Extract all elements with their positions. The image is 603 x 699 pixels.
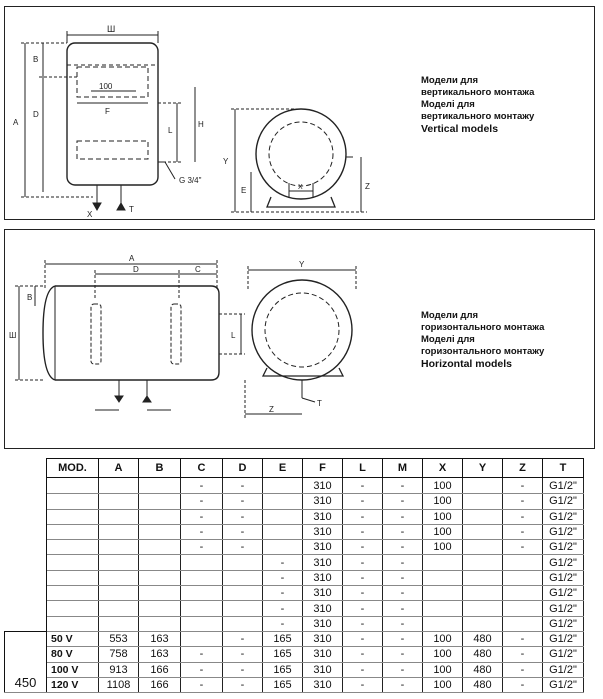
series-label — [5, 601, 47, 616]
table-cell — [99, 570, 139, 585]
column-header: M — [383, 459, 423, 478]
table-cell: 310 — [303, 555, 343, 570]
table-cell — [181, 616, 223, 631]
table-cell — [99, 586, 139, 601]
table-cell: 100 — [423, 524, 463, 539]
table-cell — [99, 524, 139, 539]
table-cell: G1/2" — [543, 616, 584, 631]
table-cell — [423, 586, 463, 601]
table-cell: G1/2" — [543, 509, 584, 524]
table-cell: - — [223, 494, 263, 509]
table-row — [5, 570, 584, 585]
series-label: 450 — [5, 631, 47, 692]
dim-label: A — [129, 254, 135, 263]
table-cell — [463, 586, 503, 601]
table-cell: - — [223, 478, 263, 494]
table-cell: - — [503, 677, 543, 692]
table-cell: 1108 — [99, 677, 139, 692]
table-body — [5, 478, 584, 693]
table-cell — [463, 524, 503, 539]
table-cell — [223, 586, 263, 601]
table-cell — [99, 616, 139, 631]
vertical-models-panel — [4, 6, 595, 220]
table-cell: 163 — [139, 647, 181, 662]
table-row — [5, 524, 584, 539]
table-cell: 310 — [303, 509, 343, 524]
table-cell: 100 — [423, 662, 463, 677]
dim-label: D — [33, 110, 39, 119]
table-cell: 165 — [263, 647, 303, 662]
table-cell — [139, 570, 181, 585]
table-cell: G1/2" — [543, 631, 584, 646]
dim-label: A — [13, 118, 19, 127]
table-cell: - — [383, 555, 423, 570]
table-cell: 165 — [263, 662, 303, 677]
model-name-cell: 50 V — [47, 631, 99, 646]
table-cell: 310 — [303, 586, 343, 601]
table-cell — [181, 601, 223, 616]
table-cell: - — [343, 540, 383, 555]
table-cell: - — [383, 631, 423, 646]
column-header: D — [223, 459, 263, 478]
table-cell: - — [181, 540, 223, 555]
table-cell: G1/2" — [543, 478, 584, 494]
table-cell — [99, 555, 139, 570]
table-cell: 553 — [99, 631, 139, 646]
dim-label: Z — [269, 405, 274, 414]
column-header: T — [543, 459, 584, 478]
model-name-cell — [47, 540, 99, 555]
table-cell: 913 — [99, 662, 139, 677]
table-cell — [99, 509, 139, 524]
dim-label: B — [27, 293, 33, 302]
dim-label: 100 — [99, 82, 113, 91]
caption-line: вертикального монтажу — [421, 111, 535, 122]
model-name-cell — [47, 616, 99, 631]
table-cell — [139, 555, 181, 570]
table-cell: G1/2" — [543, 494, 584, 509]
table-cell: - — [383, 478, 423, 494]
table-cell: 310 — [303, 524, 343, 539]
table-cell: 100 — [423, 478, 463, 494]
caption-line: Моделі для — [421, 334, 475, 345]
table-cell — [223, 570, 263, 585]
table-cell: G1/2" — [543, 647, 584, 662]
table-cell: 100 — [423, 677, 463, 692]
table-cell — [463, 555, 503, 570]
model-name-cell — [47, 601, 99, 616]
table-cell: - — [223, 647, 263, 662]
table-cell: - — [343, 631, 383, 646]
table-cell — [463, 509, 503, 524]
table-row — [5, 677, 584, 692]
table-cell: - — [223, 677, 263, 692]
table-cell: - — [343, 555, 383, 570]
caption-line: вертикального монтажа — [421, 87, 535, 98]
table-cell — [139, 509, 181, 524]
table-cell — [263, 494, 303, 509]
dim-label: D — [133, 265, 139, 274]
table-cell — [139, 524, 181, 539]
table-cell — [263, 509, 303, 524]
table-row — [5, 616, 584, 631]
table-cell: 310 — [303, 647, 343, 662]
series-label — [5, 509, 47, 524]
caption-line: Модели для — [421, 75, 479, 86]
table-cell: 310 — [303, 494, 343, 509]
table-cell: 310 — [303, 662, 343, 677]
table-row — [5, 555, 584, 570]
table-cell — [463, 540, 503, 555]
table-cell: 310 — [303, 631, 343, 646]
table-cell — [139, 540, 181, 555]
vertical-models-caption — [421, 75, 534, 135]
table-cell: - — [263, 601, 303, 616]
table-cell: 100 — [423, 647, 463, 662]
specifications-table-container — [4, 458, 603, 699]
dim-label: L — [168, 126, 173, 135]
table-cell: 310 — [303, 478, 343, 494]
table-cell — [423, 601, 463, 616]
table-cell — [503, 555, 543, 570]
table-cell — [139, 478, 181, 494]
dim-label: F — [105, 107, 110, 116]
column-header: F — [303, 459, 343, 478]
table-cell — [139, 616, 181, 631]
table-cell: - — [343, 586, 383, 601]
dim-label: G 3/4" — [179, 176, 202, 185]
table-cell: - — [383, 662, 423, 677]
specifications-table — [4, 458, 584, 693]
column-header: Y — [463, 459, 503, 478]
table-cell: - — [223, 631, 263, 646]
table-cell: G1/2" — [543, 555, 584, 570]
table-cell: - — [343, 524, 383, 539]
column-header: Z — [503, 459, 543, 478]
table-row — [5, 540, 584, 555]
table-row — [5, 586, 584, 601]
series-label — [5, 555, 47, 570]
table-cell — [139, 494, 181, 509]
table-cell — [503, 570, 543, 585]
table-cell: - — [343, 647, 383, 662]
table-cell: - — [383, 616, 423, 631]
table-cell — [99, 494, 139, 509]
table-cell: 758 — [99, 647, 139, 662]
model-name-cell: 100 V — [47, 662, 99, 677]
table-cell: - — [383, 647, 423, 662]
table-cell: - — [503, 509, 543, 524]
dim-label: X — [87, 210, 93, 219]
dim-label: C — [195, 265, 201, 274]
dim-label: Y — [299, 260, 305, 269]
table-cell: 480 — [463, 647, 503, 662]
dim-label: B — [33, 55, 39, 64]
table-cell: G1/2" — [543, 586, 584, 601]
table-cell: 100 — [423, 631, 463, 646]
table-cell — [463, 570, 503, 585]
table-cell: - — [223, 524, 263, 539]
table-row — [5, 478, 584, 494]
table-cell — [463, 601, 503, 616]
table-cell: - — [181, 509, 223, 524]
column-header: MOD. — [47, 459, 99, 478]
table-row — [5, 494, 584, 509]
table-cell: - — [181, 662, 223, 677]
table-cell: - — [181, 478, 223, 494]
table-cell: - — [383, 601, 423, 616]
table-cell: 100 — [423, 494, 463, 509]
series-label — [5, 540, 47, 555]
table-cell — [181, 586, 223, 601]
table-row — [5, 647, 584, 662]
model-name-cell — [47, 570, 99, 585]
table-cell: - — [343, 570, 383, 585]
table-cell: - — [343, 478, 383, 494]
table-cell: - — [503, 494, 543, 509]
dim-label: T — [129, 205, 134, 214]
table-row — [5, 631, 584, 646]
table-cell: 163 — [139, 631, 181, 646]
table-cell: G1/2" — [543, 524, 584, 539]
table-cell: G1/2" — [543, 540, 584, 555]
table-cell: - — [383, 540, 423, 555]
table-cell: - — [343, 601, 383, 616]
table-cell: 310 — [303, 540, 343, 555]
table-row — [5, 662, 584, 677]
dim-label: E — [241, 186, 247, 195]
table-header-row — [5, 459, 584, 478]
table-cell: 100 — [423, 509, 463, 524]
table-cell: 166 — [139, 677, 181, 692]
table-cell — [263, 540, 303, 555]
series-label — [5, 524, 47, 539]
model-name-cell — [47, 494, 99, 509]
table-cell: - — [181, 647, 223, 662]
table-cell: G1/2" — [543, 601, 584, 616]
table-cell: - — [503, 631, 543, 646]
table-cell: G1/2" — [543, 677, 584, 692]
column-header: B — [139, 459, 181, 478]
table-cell: - — [383, 570, 423, 585]
table-cell: G1/2" — [543, 570, 584, 585]
column-header: X — [423, 459, 463, 478]
table-cell: - — [503, 540, 543, 555]
table-cell: - — [263, 586, 303, 601]
model-name-cell — [47, 509, 99, 524]
column-header: E — [263, 459, 303, 478]
table-cell: 480 — [463, 631, 503, 646]
table-cell: 310 — [303, 601, 343, 616]
table-cell — [423, 555, 463, 570]
table-cell: - — [343, 616, 383, 631]
series-header-cell — [5, 459, 47, 478]
horizontal-models-caption — [421, 310, 544, 370]
model-name-cell — [47, 586, 99, 601]
table-cell: 165 — [263, 631, 303, 646]
table-cell: - — [263, 616, 303, 631]
table-cell: - — [503, 478, 543, 494]
table-cell: 480 — [463, 662, 503, 677]
model-name-cell: 120 V — [47, 677, 99, 692]
table-cell: 480 — [463, 677, 503, 692]
series-label — [5, 570, 47, 585]
caption-line: Vertical models — [421, 123, 499, 135]
table-cell — [263, 478, 303, 494]
table-cell: - — [223, 509, 263, 524]
series-label — [5, 616, 47, 631]
model-name-cell — [47, 524, 99, 539]
dim-label: L — [231, 331, 236, 340]
dim-label: X — [298, 184, 303, 191]
table-cell: - — [263, 570, 303, 585]
caption-line: горизонтального монтажу — [421, 346, 545, 357]
table-cell: - — [383, 677, 423, 692]
table-cell: - — [383, 509, 423, 524]
table-cell — [463, 478, 503, 494]
table-cell: - — [343, 677, 383, 692]
table-cell: - — [223, 540, 263, 555]
table-cell — [223, 555, 263, 570]
table-cell: - — [503, 524, 543, 539]
series-label — [5, 586, 47, 601]
table-cell — [463, 616, 503, 631]
column-header: A — [99, 459, 139, 478]
table-cell: - — [383, 494, 423, 509]
dim-label: T — [317, 399, 322, 408]
caption-line: Модели для — [421, 310, 479, 321]
table-cell — [181, 555, 223, 570]
series-label — [5, 478, 47, 494]
caption-line: горизонтального монтажа — [421, 322, 545, 333]
table-cell: - — [343, 494, 383, 509]
table-cell: - — [503, 647, 543, 662]
table-cell: - — [223, 662, 263, 677]
table-cell: 166 — [139, 662, 181, 677]
table-cell: 165 — [263, 677, 303, 692]
table-cell: G1/2" — [543, 662, 584, 677]
table-cell: - — [383, 524, 423, 539]
table-cell — [223, 601, 263, 616]
caption-line: Horizontal models — [421, 358, 513, 370]
table-cell — [503, 601, 543, 616]
table-cell — [503, 616, 543, 631]
table-cell: - — [181, 524, 223, 539]
column-header: L — [343, 459, 383, 478]
table-cell — [263, 524, 303, 539]
table-cell — [139, 601, 181, 616]
table-row — [5, 509, 584, 524]
table-cell: - — [503, 662, 543, 677]
table-cell — [99, 601, 139, 616]
table-cell — [99, 540, 139, 555]
table-cell — [423, 570, 463, 585]
column-header: C — [181, 459, 223, 478]
table-cell — [181, 570, 223, 585]
table-cell — [181, 631, 223, 646]
table-cell: - — [263, 555, 303, 570]
table-cell: - — [383, 586, 423, 601]
table-cell — [463, 494, 503, 509]
table-cell: - — [343, 662, 383, 677]
model-name-cell — [47, 555, 99, 570]
table-cell: 100 — [423, 540, 463, 555]
dim-label: Ш — [9, 331, 17, 340]
horizontal-models-panel — [4, 229, 595, 449]
table-cell — [223, 616, 263, 631]
table-cell — [423, 616, 463, 631]
model-name-cell: 80 V — [47, 647, 99, 662]
table-cell: - — [181, 494, 223, 509]
caption-line: Моделі для — [421, 99, 475, 110]
table-cell — [503, 586, 543, 601]
table-cell: 310 — [303, 677, 343, 692]
dim-label: Y — [223, 157, 229, 166]
table-cell — [139, 586, 181, 601]
series-label — [5, 494, 47, 509]
table-cell: - — [343, 509, 383, 524]
model-name-cell — [47, 478, 99, 494]
table-cell: 310 — [303, 570, 343, 585]
table-cell: 310 — [303, 616, 343, 631]
dim-label: H — [198, 120, 204, 129]
table-row — [5, 601, 584, 616]
table-cell — [99, 478, 139, 494]
table-cell: - — [181, 677, 223, 692]
dim-label: Ш — [107, 24, 116, 34]
dim-label: Z — [365, 182, 370, 191]
